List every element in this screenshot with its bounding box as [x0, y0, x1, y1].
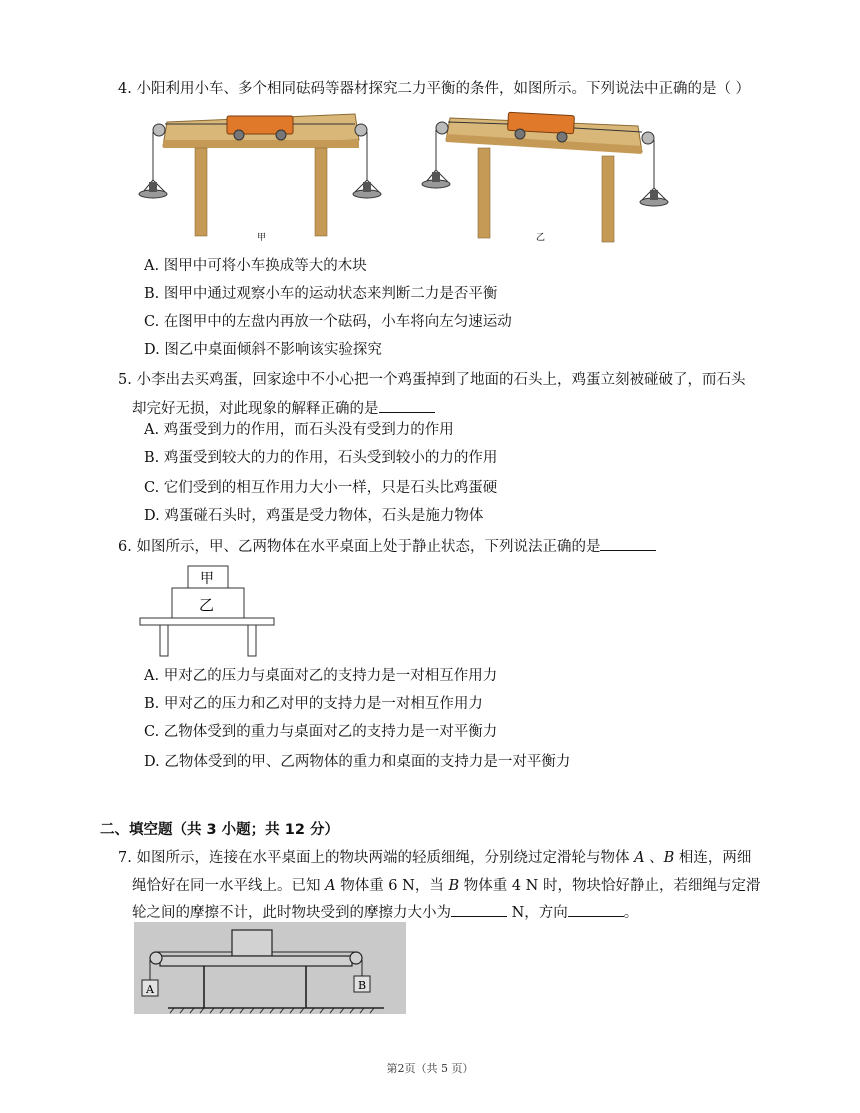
q5-stem-text: 却完好无损，对此现象的解释正确的是 [132, 401, 379, 417]
q7-weight-a-label: A [146, 983, 154, 996]
q4-figure-a-label: 甲 [257, 233, 267, 243]
q7-friction-blank[interactable] [451, 902, 507, 917]
q6-option-b: B. 甲对乙的压力和乙对甲的支持力是一对相互作用力 [144, 696, 483, 712]
q7-line2-mid: 物体重 6 N，当 [335, 878, 449, 894]
q4-option-c: C. 在图甲中的左盘内再放一个砝码，小车将向左匀速运动 [144, 314, 512, 330]
q7-var-b-2: B [448, 878, 460, 894]
q7-line2 [132, 876, 760, 896]
q4-figure-b [420, 104, 670, 246]
q7-line1-tail: 相连，两细 [674, 850, 752, 866]
q6-option-a: A. 甲对乙的压力与桌面对乙的支持力是一对相互作用力 [144, 668, 498, 684]
q7-line2-tail: 物体重 4 N 时，物块恰好静止，若细绳与定滑 [459, 878, 761, 894]
q4-figure-b-label: 乙 [536, 233, 546, 243]
q4-option-d: D. 图乙中桌面倾斜不影响该实验探究 [144, 342, 382, 358]
q5-option-a: A. 鸡蛋受到力的作用，而石头没有受到力的作用 [144, 422, 454, 438]
q6-block-top-label: 甲 [200, 571, 214, 587]
q7-line3 [132, 902, 638, 923]
q7-var-a-2: A [325, 878, 336, 894]
q6-block-bottom-label: 乙 [199, 596, 215, 614]
section-title: 二、填空题（共 3 小题；共 12 分） [100, 822, 339, 838]
q7-var-a: A [634, 850, 645, 866]
q6-stem [118, 536, 656, 557]
q6-answer-blank[interactable] [600, 536, 656, 551]
q4-option-b: B. 图甲中通过观察小车的运动状态来判断二力是否平衡 [144, 286, 498, 302]
q7-figure [134, 922, 406, 1014]
q7-line3-text: 轮之间的摩擦不计，此时物块受到的摩擦力大小为 [132, 905, 451, 921]
q6-figure [136, 564, 278, 658]
q7-line3-mid: N，方向 [507, 905, 568, 921]
q5-stem-line1: 5. 小李出去买鸡蛋，回家途中不小心把一个鸡蛋掉到了地面的石头上，鸡蛋立刻被碰破了，而石头 [118, 372, 746, 388]
q5-option-d: D. 鸡蛋碰石头时，鸡蛋是受力物体，石头是施力物体 [144, 508, 484, 524]
q7-line2-text: 绳恰好在同一水平线上。已知 [132, 878, 326, 894]
q7-line1-sep: 、 [644, 850, 664, 866]
q5-option-c: C. 它们受到的相互作用力大小一样，只是石头比鸡蛋硬 [144, 480, 498, 496]
page-footer: 第2页（共 5 页） [386, 1062, 474, 1075]
q7-line3-end: 。 [623, 905, 639, 921]
q6-option-c: C. 乙物体受到的重力与桌面对乙的支持力是一对平衡力 [144, 724, 498, 740]
q7-weight-b-label: B [358, 979, 367, 992]
q7-var-b: B [663, 850, 675, 866]
q7-direction-blank[interactable] [568, 902, 624, 917]
q5-option-b: B. 鸡蛋受到较大的力的作用，石头受到较小的力的作用 [144, 450, 498, 466]
q6-stem-text: 6. 如图所示，甲、乙两物体在水平桌面上处于静止状态，下列说法正确的是 [118, 539, 601, 555]
q7-line1 [118, 848, 751, 868]
q6-option-d: D. 乙物体受到的甲、乙两物体的重力和桌面的支持力是一对平衡力 [144, 754, 571, 770]
q5-stem-line2 [132, 398, 435, 419]
q5-answer-blank[interactable] [379, 398, 435, 413]
q4-option-a: A. 图甲中可将小车换成等大的木块 [144, 258, 367, 274]
q7-line1-text: 7. 如图所示，连接在水平桌面上的物块两端的轻质细绳，分别绕过定滑轮与物体 [118, 850, 635, 866]
q4-stem: 4. 小阳利用小车、多个相同砝码等器材探究二力平衡的条件，如图所示。下列说法中正确的是（ ） [118, 81, 751, 97]
q4-figure-a [135, 108, 385, 246]
